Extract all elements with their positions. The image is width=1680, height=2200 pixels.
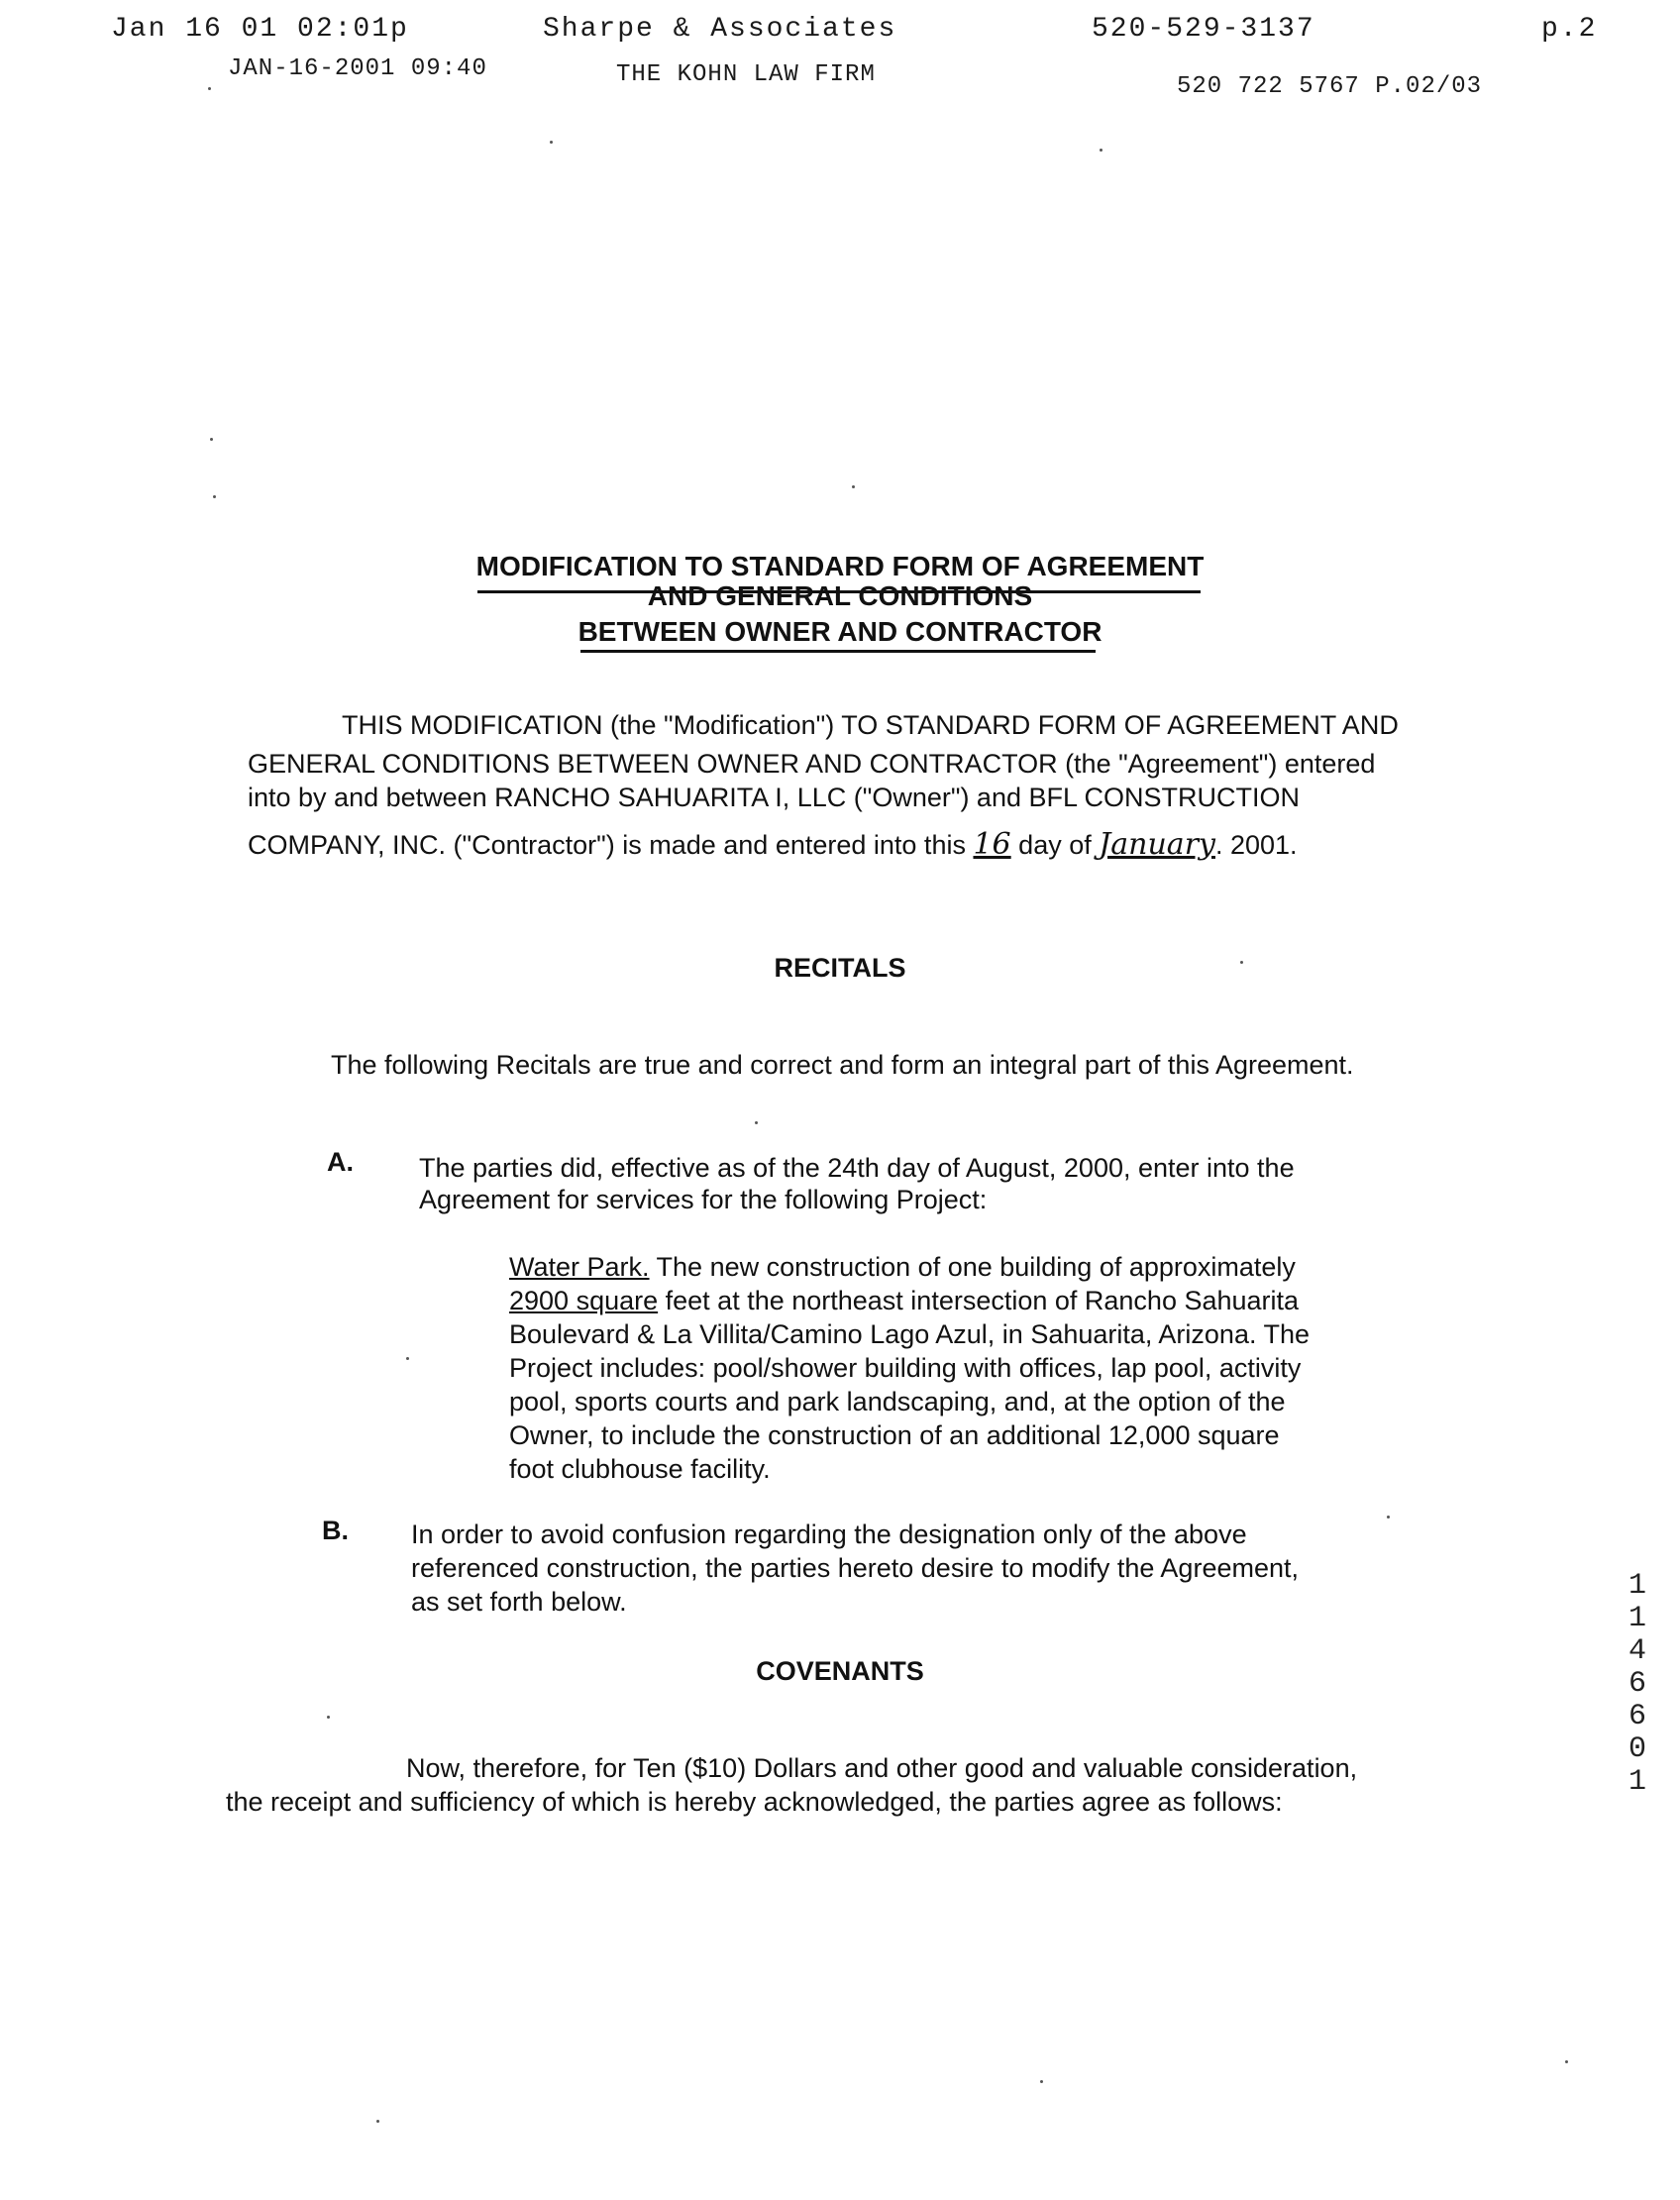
project-line-3: Boulevard & La Villita/Camino Lago Azul, in Sahuarita, Arizona. The xyxy=(509,1319,1310,1349)
handwritten-day: 16 xyxy=(973,827,1011,862)
recitals-lead: The following Recitals are true and correct and form an integral part of this Agreement. xyxy=(331,1050,1354,1080)
scan-speck xyxy=(406,1357,409,1360)
intro-line-3: into by and between RANCHO SAHUARITA I, LLC ("Owner") and BFL CONSTRUCTION xyxy=(248,783,1300,812)
title-line-3: BETWEEN OWNER AND CONTRACTOR xyxy=(578,616,1102,647)
project-line-1 xyxy=(509,1250,1296,1284)
fax-phone-1: 520-529-3137 xyxy=(1092,14,1315,45)
fax-phone-2: 520 722 5767 P.02/03 xyxy=(1177,73,1483,100)
fax-timestamp-1: Jan 16 01 02:01p xyxy=(111,14,409,45)
project-line-7: foot clubhouse facility. xyxy=(509,1454,771,1484)
fax-page-number: p.2 xyxy=(1541,14,1598,45)
covenants-line-2: the receipt and sufficiency of which is hereby acknowledged, the parties agree as follows: xyxy=(226,1787,1283,1817)
project-line-6: Owner, to include the construction of an additional 12,000 square xyxy=(509,1420,1280,1450)
recital-b-line-3: as set forth below. xyxy=(411,1587,627,1617)
handwritten-month: January xyxy=(1099,827,1215,862)
project-line-2-text: feet at the northeast intersection of Rancho Sahuarita xyxy=(665,1286,1300,1315)
covenants-line-1: Now, therefore, for Ten ($10) Dollars and other good and valuable consideration, xyxy=(406,1753,1358,1783)
fax-sender-1: Sharpe & Associates xyxy=(543,14,897,45)
intro-line-2: GENERAL CONDITIONS BETWEEN OWNER AND CONTRACTOR (the "Agreement") entered xyxy=(248,749,1376,779)
scan-speck xyxy=(1240,961,1243,964)
recital-b-marker: B. xyxy=(322,1516,349,1545)
recital-a-line-2: Agreement for services for the following Project: xyxy=(419,1185,988,1214)
scan-speck xyxy=(208,87,211,90)
intro-year: . 2001. xyxy=(1214,830,1298,860)
recitals-heading: RECITALS xyxy=(774,953,906,983)
scan-speck xyxy=(327,1716,330,1719)
intro-line-4 xyxy=(248,828,1298,862)
recital-a-marker: A. xyxy=(327,1147,354,1177)
project-line-2 xyxy=(509,1284,1299,1317)
document-side-code: 1146601 xyxy=(1628,1569,1646,1799)
scan-speck xyxy=(550,141,553,144)
scan-speck xyxy=(210,438,213,441)
scan-speck xyxy=(1565,2060,1568,2063)
scan-speck xyxy=(755,1121,758,1124)
scan-speck xyxy=(1387,1516,1390,1519)
scan-speck xyxy=(376,2120,379,2123)
fax-sender-2: THE KOHN LAW FIRM xyxy=(616,61,876,88)
intro-line-4-text: COMPANY, INC. ("Contractor") is made and entered into this xyxy=(248,830,966,860)
project-line-4: Project includes: pool/shower building with offices, lap pool, activity xyxy=(509,1353,1302,1383)
recital-a-line-1: The parties did, effective as of the 24th day of August, 2000, enter into the xyxy=(419,1153,1295,1183)
project-name: Water Park. xyxy=(509,1252,650,1282)
covenants-heading: COVENANTS xyxy=(756,1656,924,1686)
scan-speck xyxy=(852,485,855,488)
fax-timestamp-2: JAN-16-2001 09:40 xyxy=(228,55,487,82)
recital-b-line-1: In order to avoid confusion regarding the designation only of the above xyxy=(411,1519,1247,1549)
title-line-1: MODIFICATION TO STANDARD FORM OF AGREEMENT xyxy=(475,551,1205,581)
project-line-5: pool, sports courts and park landscaping, and, at the option of the xyxy=(509,1387,1286,1416)
recital-b-line-2: referenced construction, the parties hereto desire to modify the Agreement, xyxy=(411,1553,1299,1583)
scan-speck xyxy=(1040,2080,1043,2083)
title-line-2: AND GENERAL CONDITIONS xyxy=(647,580,1033,611)
intro-line-1: THIS MODIFICATION (the "Modification") TO STANDARD FORM OF AGREEMENT AND xyxy=(342,710,1399,740)
title-rule-2 xyxy=(580,650,1096,653)
project-line-1-text: The new construction of one building of approximately xyxy=(656,1252,1296,1282)
scan-speck xyxy=(213,495,216,498)
intro-day-of: day of xyxy=(1018,830,1092,860)
scan-speck xyxy=(1100,149,1102,152)
project-area: 2900 square xyxy=(509,1286,659,1315)
